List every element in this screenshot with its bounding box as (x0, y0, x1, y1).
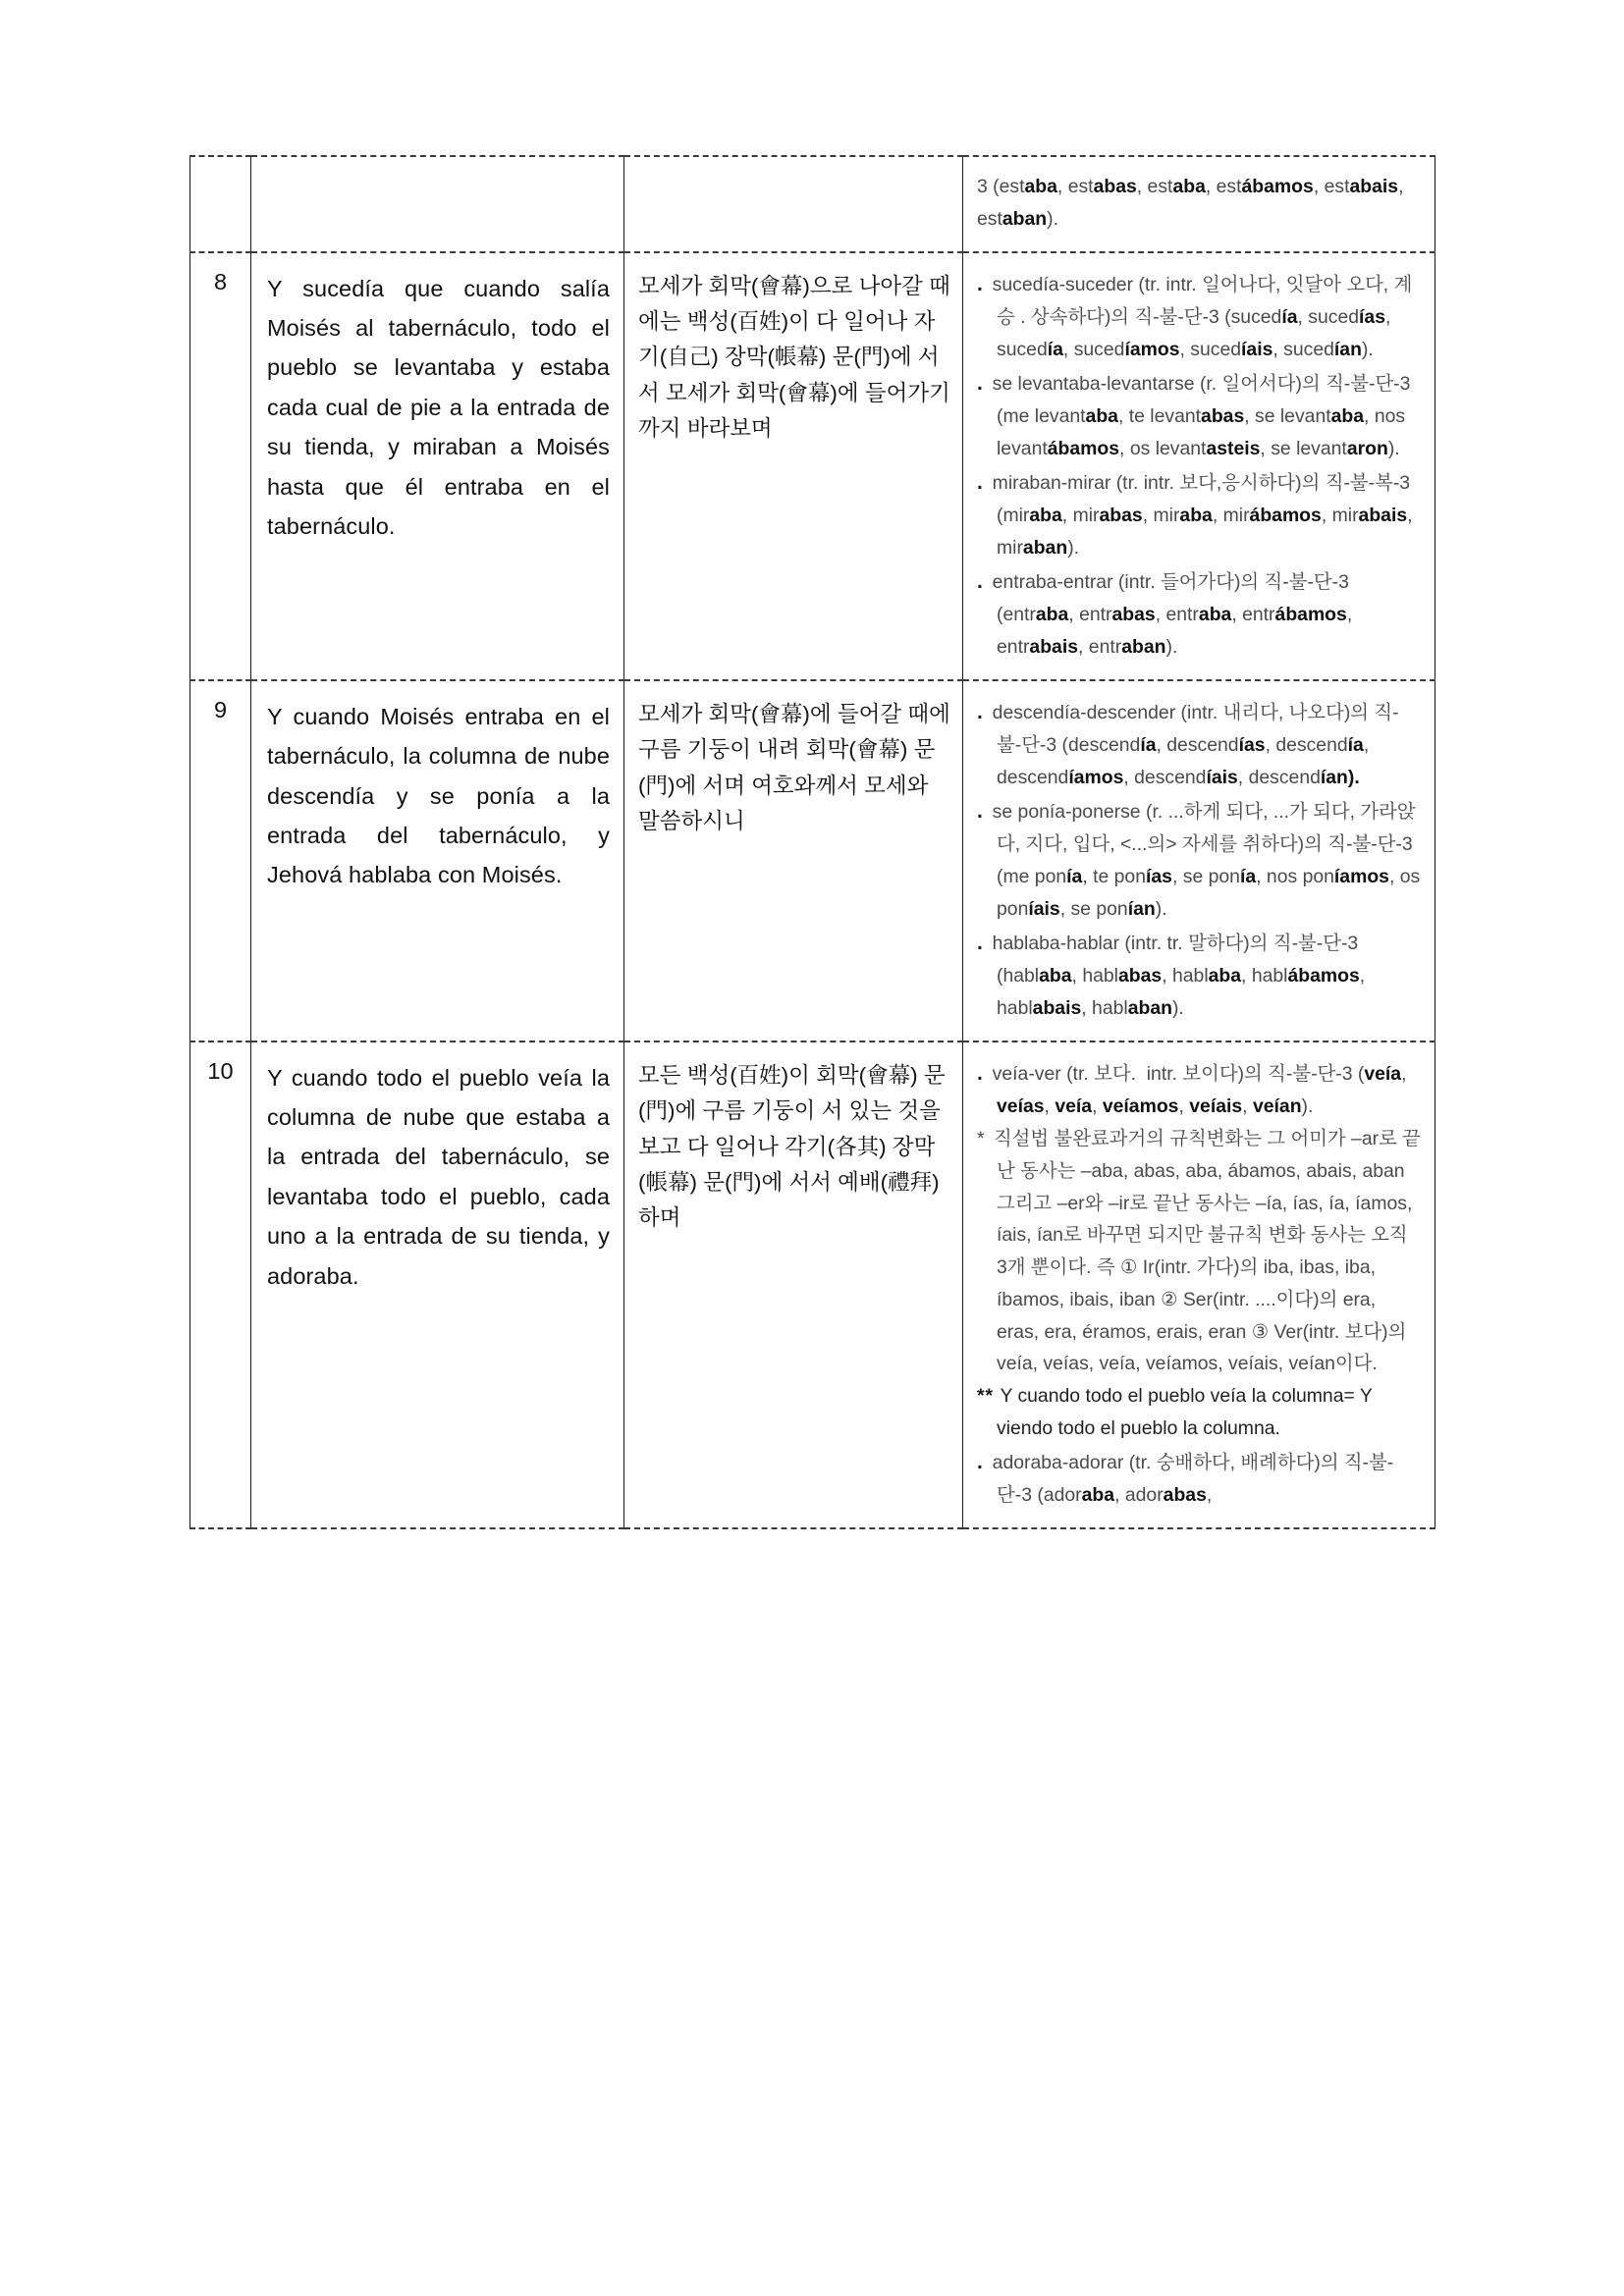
note-emphasis: ía (1347, 734, 1364, 757)
grammar-notes-cell (963, 680, 1435, 1041)
note-span: , (1092, 1095, 1103, 1118)
note-span: , mir (1061, 505, 1100, 527)
note-span: , entr (1231, 604, 1275, 626)
grammar-note-entry (977, 695, 1423, 794)
table-row (190, 680, 1435, 1041)
note-emphasis: veías (997, 1095, 1045, 1118)
verse-number-cell (190, 252, 251, 680)
note-span: , habl (1162, 965, 1209, 988)
note-span: , mir (997, 505, 1418, 559)
grammar-notes (963, 157, 1435, 251)
korean-text: 모든 백성(百姓)이 회막(會幕) 문(門)에 구름 기둥이 서 있는 것을 보고 다 일어나 각기(各其) 장막(帳幕) 문(門)에 서서 예배(禮拜)하며 (638, 1062, 946, 1231)
note-span: 직설법 불완료과거의 규칙변화는 그 어미가 –ar로 끝난 동사는 –aba, abas, aba, ábamos, abais, aban 그리고 –er와 –ir로 끝난 동사는 –ía, ías, ía, íamos, íais, ían로 바꾸면 되지만 불규칙 변화 동사는 오직 3개 뿐이다. 즉 ① Ir(intr. 가다)의 iba, ibas, iba, íbamos, ibais, iban ② Ser(intr. ....이다)의 era, eras, era, éramos, erais, eran ③ Ver(intr. 보다)의 veía, veías, veía, veíamos, veíais, veían이다. (993, 1127, 1421, 1375)
note-emphasis: ían (1333, 338, 1362, 360)
note-body (997, 1385, 1378, 1439)
note-marker-bullet: . (977, 272, 993, 295)
note-emphasis: veía (1055, 1095, 1093, 1118)
note-body (993, 373, 1416, 459)
table-row (190, 1041, 1435, 1528)
verse-number (190, 157, 250, 188)
grammar-note-entry (977, 564, 1423, 664)
note-span: , nos levant (997, 405, 1411, 459)
note-emphasis: ía (1140, 734, 1157, 757)
korean-text-cell (624, 1041, 963, 1528)
note-body (993, 1452, 1394, 1506)
verse-number: 8 (213, 268, 228, 294)
grammar-note-entry (977, 465, 1423, 564)
grammar-notes-cell (963, 1041, 1435, 1528)
note-emphasis: abais (1032, 996, 1082, 1019)
note-emphasis: aban (1121, 635, 1166, 658)
note-span: , mir (1142, 505, 1180, 527)
note-emphasis: aban (1022, 536, 1068, 559)
note-marker-bullet: . (977, 1450, 993, 1473)
note-emphasis: abas (1163, 1484, 1207, 1507)
note-body (977, 176, 1409, 230)
note-emphasis: íamos (1068, 767, 1124, 789)
note-span: hablaba-hablar (intr. tr. 말하다)의 직-불-단-3 (habl (992, 932, 1364, 988)
note-span: Y cuando todo el pueblo veía la columna= Y viendo todo el pueblo la columna. (997, 1385, 1378, 1439)
grammar-note-entry (977, 1445, 1423, 1512)
note-span: , se levant (1244, 405, 1331, 428)
grammar-notes (963, 1042, 1435, 1527)
note-span: , mir (1321, 505, 1359, 527)
note-span: , (1178, 1095, 1190, 1118)
note-span: adoraba-adorar (tr. 숭배하다, 배례하다)의 직-불-단-3 (ador (992, 1451, 1394, 1507)
note-span: , te pon (1082, 866, 1146, 888)
note-body (993, 472, 1418, 559)
note-span: se ponía-ponerse (r. ...하게 되다, ...가 되다, 가라앉다, 지다, 입다, <...의> 자세를 취하다)의 직-불-단-3 (me pon (992, 800, 1419, 888)
note-emphasis: veíamos (1102, 1095, 1179, 1118)
note-span: veía-ver (tr. 보다. intr. 보이다)의 직-불-단-3 ( (992, 1062, 1365, 1085)
note-span: , (1401, 1062, 1412, 1085)
note-span: , habl (997, 965, 1371, 1019)
grammar-notes-cell (963, 156, 1435, 252)
note-span: , descend (997, 734, 1375, 789)
note-span: , descend (1156, 734, 1239, 757)
grammar-note-entry (977, 794, 1426, 926)
note-span: , est (977, 176, 1409, 230)
note-emphasis: aba (1198, 604, 1232, 626)
note-span: , te levant (1117, 405, 1202, 428)
note-emphasis: abais (1358, 505, 1408, 527)
note-span: , suced (1272, 338, 1334, 360)
grammar-note-entry (977, 267, 1423, 366)
note-emphasis: aba (1179, 505, 1213, 527)
note-emphasis: ías (1238, 734, 1266, 757)
note-span: , os levant (1119, 437, 1207, 459)
note-span: , se pon (1171, 866, 1240, 888)
note-span: , entr (1068, 604, 1112, 626)
note-span: , descend (1265, 734, 1348, 757)
note-emphasis: abais (1349, 176, 1399, 197)
note-marker-bullet: . (977, 1061, 993, 1085)
note-span: , (1242, 1095, 1253, 1118)
spanish-text: Y cuando todo el pueblo veía la columna de nube que estaba a la entrada del tabernáculo, se levantaba todo el pueblo, cada uno a la entrada de su tienda, y adoraba. (267, 1064, 610, 1289)
note-span: , habl (1081, 996, 1128, 1019)
note-emphasis: veíais (1189, 1095, 1243, 1118)
note-emphasis: aba (1039, 965, 1072, 988)
note-body (993, 933, 1371, 1019)
spanish-text-cell (251, 156, 624, 252)
note-emphasis: aba (1024, 176, 1057, 197)
note-emphasis: íais (1028, 897, 1060, 920)
note-span: ). (1155, 897, 1167, 920)
note-emphasis: aban (1127, 996, 1172, 1019)
note-span: , suced (1062, 338, 1125, 360)
note-emphasis: abas (1201, 405, 1245, 428)
note-emphasis: ías (1146, 866, 1172, 888)
korean-text: 모세가 회막(會幕)으로 나아갈 때에는 백성(百姓)이 다 일어나 자기(自己) 장막(帳幕) 문(門)에 서서 모세가 회막(會幕)에 들어가기까지 바라보며 (638, 273, 950, 442)
note-span: , suced (1179, 338, 1242, 360)
spanish-text-cell (251, 252, 624, 680)
note-span: , suced (1297, 306, 1360, 329)
note-emphasis: aba (1035, 604, 1069, 626)
verse-number: 10 (207, 1057, 234, 1084)
note-emphasis: íamos (1333, 866, 1389, 888)
note-emphasis: aban (1001, 207, 1048, 230)
note-emphasis: abais (1029, 635, 1079, 658)
note-span: ). (1171, 996, 1184, 1019)
note-emphasis: ábamos (1249, 505, 1322, 527)
note-span: , descend (1237, 767, 1321, 789)
verse-number: 9 (213, 696, 228, 722)
note-span: ). (1387, 437, 1400, 459)
note-span: , ador (1114, 1484, 1164, 1507)
study-table (189, 155, 1435, 1529)
grammar-notes (963, 681, 1435, 1041)
note-span: ). (1301, 1095, 1314, 1118)
note-emphasis: ía (1047, 338, 1063, 360)
note-marker-bullet: . (977, 931, 993, 954)
note-span: , se pon (1059, 897, 1128, 920)
grammar-notes (963, 253, 1435, 679)
note-marker-double-asterisk: ** (977, 1385, 1001, 1408)
korean-text-cell (624, 156, 963, 252)
note-span: , os pon (997, 866, 1426, 920)
note-emphasis: ían (1127, 897, 1156, 920)
note-emphasis: ía (1281, 306, 1298, 329)
note-emphasis: abas (1093, 176, 1137, 197)
note-span: , entr (1078, 635, 1122, 658)
note-emphasis: veían (1252, 1095, 1302, 1118)
note-span: ). (1165, 635, 1178, 658)
note-body (993, 274, 1413, 360)
note-emphasis: abas (1117, 965, 1163, 988)
verse-number-cell (190, 1041, 251, 1528)
note-span: sucedía-suceder (tr. intr. 일어나다, 잇달아 오다, 계승 . 상속하다)의 직-불-단-3 (suced (992, 273, 1413, 329)
note-emphasis: ábamos (1287, 965, 1360, 988)
note-span: entraba-entrar (intr. 들어가다)의 직-불-단-3 (entr (992, 570, 1355, 626)
grammar-note-entry (977, 366, 1423, 465)
note-marker-bullet: . (977, 700, 993, 723)
table-body (190, 156, 1435, 1528)
note-emphasis: ías (1359, 306, 1386, 329)
note-span: , habl (1071, 965, 1118, 988)
grammar-note-entry (977, 1056, 1423, 1123)
table-row (190, 156, 1435, 252)
grammar-notes-cell (963, 252, 1435, 680)
grammar-note-entry (977, 1380, 1423, 1445)
note-marker-bullet: . (977, 371, 993, 395)
spanish-text-cell (251, 680, 624, 1041)
note-span: , nos pon (1256, 866, 1334, 888)
note-span: , (1044, 1095, 1056, 1118)
note-span: , est (1205, 176, 1242, 197)
note-span: miraban-mirar (tr. intr. 보다,응시하다)의 직-불-복-3 (mir (992, 471, 1416, 527)
note-span: , est (1136, 176, 1173, 197)
note-span: , se levant (1260, 437, 1347, 459)
note-body (994, 1128, 1421, 1374)
korean-text-cell (624, 252, 963, 680)
verse-number-cell (190, 156, 251, 252)
note-emphasis: ía (1239, 866, 1257, 888)
note-span: , habl (1241, 965, 1288, 988)
note-span: , descend (1123, 767, 1207, 789)
note-emphasis: íamos (1124, 338, 1180, 360)
korean-text: 모세가 회막(會幕)에 들어갈 때에 구름 기둥이 내려 회막(會幕) 문(門)에 서며 여호와께서 모세와 말씀하시니 (638, 701, 950, 834)
note-span: descendía-descender (intr. 내리다, 나오다)의 직-불-단-3 (descend (992, 701, 1399, 757)
note-body (993, 801, 1426, 920)
note-emphasis: aba (1330, 405, 1365, 428)
note-emphasis: veía (1364, 1062, 1402, 1085)
note-span: , entr (1155, 604, 1199, 626)
grammar-note-entry (977, 171, 1423, 236)
note-emphasis: aba (1208, 965, 1242, 988)
note-marker-asterisk: * (977, 1127, 994, 1149)
note-span: , entr (997, 604, 1358, 658)
note-emphasis: aba (1029, 505, 1062, 527)
note-body (993, 1063, 1412, 1117)
note-span: ). (1047, 207, 1058, 230)
note-emphasis: aron (1346, 437, 1388, 459)
note-emphasis: abas (1111, 604, 1156, 626)
note-emphasis: ábamos (1241, 176, 1314, 197)
note-emphasis: abas (1099, 505, 1143, 527)
note-emphasis: ábamos (1047, 437, 1120, 459)
note-emphasis: aba (1081, 1484, 1115, 1507)
note-emphasis: asteis (1206, 437, 1261, 459)
note-span: , (1206, 1484, 1213, 1507)
note-span: ). (1361, 338, 1374, 360)
note-span: se levantaba-levantarse (r. 일어서다)의 직-불-단-3 (me levant (992, 372, 1416, 428)
note-span: 3 (est (977, 176, 1025, 197)
korean-text-cell (624, 680, 963, 1041)
note-emphasis: íais (1206, 767, 1238, 789)
note-span: , est (1056, 176, 1094, 197)
note-span: , mir (1212, 505, 1250, 527)
note-span: , est (1313, 176, 1350, 197)
note-emphasis: ía (1066, 866, 1083, 888)
spanish-text-cell (251, 1041, 624, 1528)
grammar-note-entry (977, 926, 1423, 1025)
note-body (993, 571, 1358, 658)
grammar-note-entry (977, 1123, 1423, 1380)
note-marker-bullet: . (977, 799, 993, 823)
note-emphasis: ábamos (1274, 604, 1347, 626)
note-span: ). (1067, 536, 1080, 559)
note-emphasis: íais (1241, 338, 1273, 360)
note-emphasis: ían). (1320, 767, 1360, 789)
note-marker-bullet: . (977, 470, 993, 494)
korean-text (624, 157, 962, 190)
note-emphasis: aba (1085, 405, 1118, 428)
note-span: , suced (997, 306, 1396, 360)
note-body (993, 702, 1399, 788)
note-marker-bullet: . (977, 569, 993, 593)
spanish-text (251, 157, 623, 190)
spanish-text: Y sucedía que cuando salía Moisés al tabernáculo, todo el pueblo se levantaba y estaba cada cual de pie a la entrada de su tienda, y miraban a Moisés hasta que él entraba en el tabernáculo. (267, 275, 610, 539)
spanish-text: Y cuando Moisés entraba en el tabernáculo, la columna de nube descendía y se ponía a la entrada del tabernáculo, y Jehová hablaba con Moisés. (267, 703, 610, 888)
note-emphasis: aba (1172, 176, 1206, 197)
table-row (190, 252, 1435, 680)
verse-number-cell (190, 680, 251, 1041)
